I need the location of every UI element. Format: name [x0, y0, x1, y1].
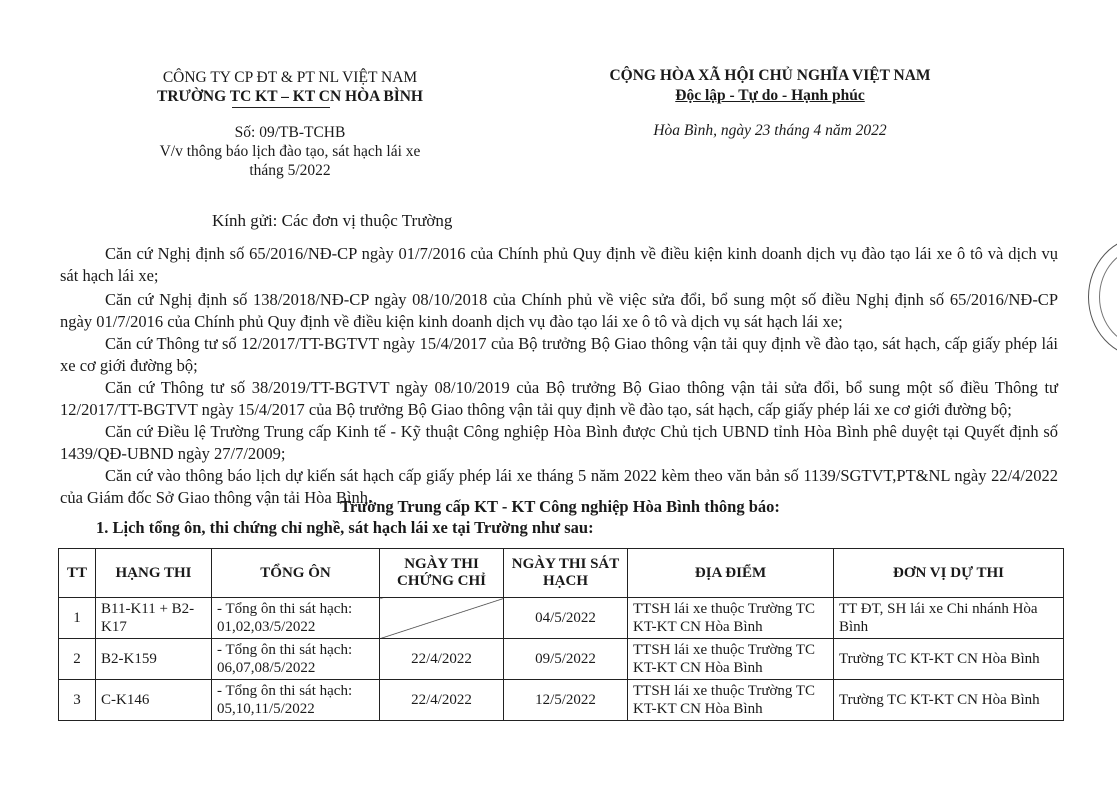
document-number: Số: 09/TB-TCHB [234, 124, 346, 141]
country-name: CỘNG HÒA XÃ HỘI CHỦ NGHĨA VIỆT NAM [609, 67, 931, 84]
legal-basis-paragraph: Căn cứ vào thông báo lịch dự kiến sát hạch cấp giấy phép lái xe tháng 5 năm 2022 kèm theo văn bản số 1139/SGTVT,PT&NL ngày 22/4/2022 của Giám đốc Sở Giao thông vận tải Hòa Bình. [60, 466, 1058, 507]
legal-basis-paragraph: Căn cứ Thông tư số 12/2017/TT-BGTVT ngày 15/4/2017 của Bộ trưởng Bộ Giao thông vận tải quy định về đào tạo, sát hạch, cấp giấy phép lái xe cơ giới đường bộ; [60, 334, 1058, 375]
review-schedule: - Tổng ôn thi sát hạch: 06,07,08/5/2022 [212, 639, 380, 680]
national-motto: Độc lập - Tự do - Hạnh phúc [675, 87, 865, 104]
row-number: 3 [59, 680, 96, 721]
header-cell-certificate-date: NGÀY THI CHỨNG CHỈ [380, 549, 504, 598]
exam-location: TTSH lái xe thuộc Trường TC KT-KT CN Hòa Bình [628, 680, 834, 721]
school-name: TRƯỜNG TC KT – KT CN HÒA BÌNH [157, 88, 423, 105]
recipient-line: Kính gửi: Các đơn vị thuộc Trường [212, 211, 453, 230]
schedule-table [58, 548, 1064, 721]
exam-date: 04/5/2022 [504, 598, 628, 639]
review-schedule: - Tổng ôn thi sát hạch: 05,10,11/5/2022 [212, 680, 380, 721]
legal-basis-paragraph: Căn cứ Điều lệ Trường Trung cấp Kinh tế - Kỹ thuật Công nghiệp Hòa Bình được Chủ tịch UBND tỉnh Hòa Bình phê duyệt tại Quyết định số 1439/QĐ-UBND ngày 27/7/2009; [60, 422, 1058, 463]
stamp-seal-inner-ring [1099, 247, 1117, 347]
announcement-title: Trường Trung cấp KT - KT Công nghiệp Hòa Bình thông báo: [340, 497, 780, 516]
exam-location: TTSH lái xe thuộc Trường TC KT-KT CN Hòa Bình [628, 598, 834, 639]
exam-class: B2-K159 [96, 639, 212, 680]
section-1-title: 1. Lịch tổng ôn, thi chứng chỉ nghề, sát hạch lái xe tại Trường như sau: [96, 518, 594, 537]
table-header-row [59, 549, 1064, 598]
participating-unit: Trường TC KT-KT CN Hòa Bình [834, 680, 1064, 721]
date-place: Hòa Bình, ngày 23 tháng 4 năm 2022 [653, 122, 887, 139]
header-left-divider [232, 107, 330, 108]
legal-basis-paragraph: Căn cứ Nghị định số 65/2016/NĐ-CP ngày 01/7/2016 của Chính phủ Quy định về điều kiện kinh doanh dịch vụ đào tạo lái xe ô tô và dịch vụ sát hạch lái xe; [60, 244, 1058, 285]
exam-date: 12/5/2022 [504, 680, 628, 721]
table-row [59, 680, 1064, 721]
header-cell-exam-date: NGÀY THI SÁT HẠCH [504, 549, 628, 598]
legal-basis-paragraph: Căn cứ Thông tư số 38/2019/TT-BGTVT ngày 08/10/2019 của Bộ trưởng Bộ Giao thông vận tải sửa đổi, bổ sung một số điều Thông tư 12/2017/TT-BGTVT ngày 15/4/2017 của Bộ trưởng Bộ Giao thông vận tải quy định về đào tạo, sát hạch, cấp giấy phép lái xe cơ giới đường bộ; [60, 378, 1058, 419]
header-cell-tt: TT [59, 549, 96, 598]
header-cell-class: HẠNG THI [96, 549, 212, 598]
header-cell-review: TỔNG ÔN [212, 549, 380, 598]
exam-location: TTSH lái xe thuộc Trường TC KT-KT CN Hòa Bình [628, 639, 834, 680]
row-number: 1 [59, 598, 96, 639]
stamp-seal [1088, 236, 1117, 358]
header-cell-location: ĐỊA ĐIỂM [628, 549, 834, 598]
table-row [59, 639, 1064, 680]
certificate-date-empty [380, 598, 504, 639]
org-name: CÔNG TY CP ĐT & PT NL VIỆT NAM [162, 69, 418, 86]
document-subject-line2: tháng 5/2022 [249, 162, 331, 179]
row-number: 2 [59, 639, 96, 680]
header-cell-unit: ĐƠN VỊ DỰ THI [834, 549, 1064, 598]
legal-basis-paragraph: Căn cứ Nghị định số 138/2018/NĐ-CP ngày 08/10/2018 của Chính phủ về việc sửa đổi, bổ sung một số điều Nghị định số 65/2016/NĐ-CP ngày 01/7/2016 của Chính phủ Quy định về điều kiện kinh doanh dịch vụ đào tạo lái xe ô tô và dịch vụ sát hạch lái xe; [60, 290, 1058, 331]
exam-class: C-K146 [96, 680, 212, 721]
exam-date: 09/5/2022 [504, 639, 628, 680]
certificate-date: 22/4/2022 [380, 680, 504, 721]
participating-unit: TT ĐT, SH lái xe Chi nhánh Hòa Bình [834, 598, 1064, 639]
exam-class: B11-K11 + B2-K17 [96, 598, 212, 639]
review-schedule: - Tổng ôn thi sát hạch: 01,02,03/5/2022 [212, 598, 380, 639]
certificate-date: 22/4/2022 [380, 639, 504, 680]
participating-unit: Trường TC KT-KT CN Hòa Bình [834, 639, 1064, 680]
table-row [59, 598, 1064, 639]
document-subject-line1: V/v thông báo lịch đào tạo, sát hạch lái xe [159, 143, 421, 160]
